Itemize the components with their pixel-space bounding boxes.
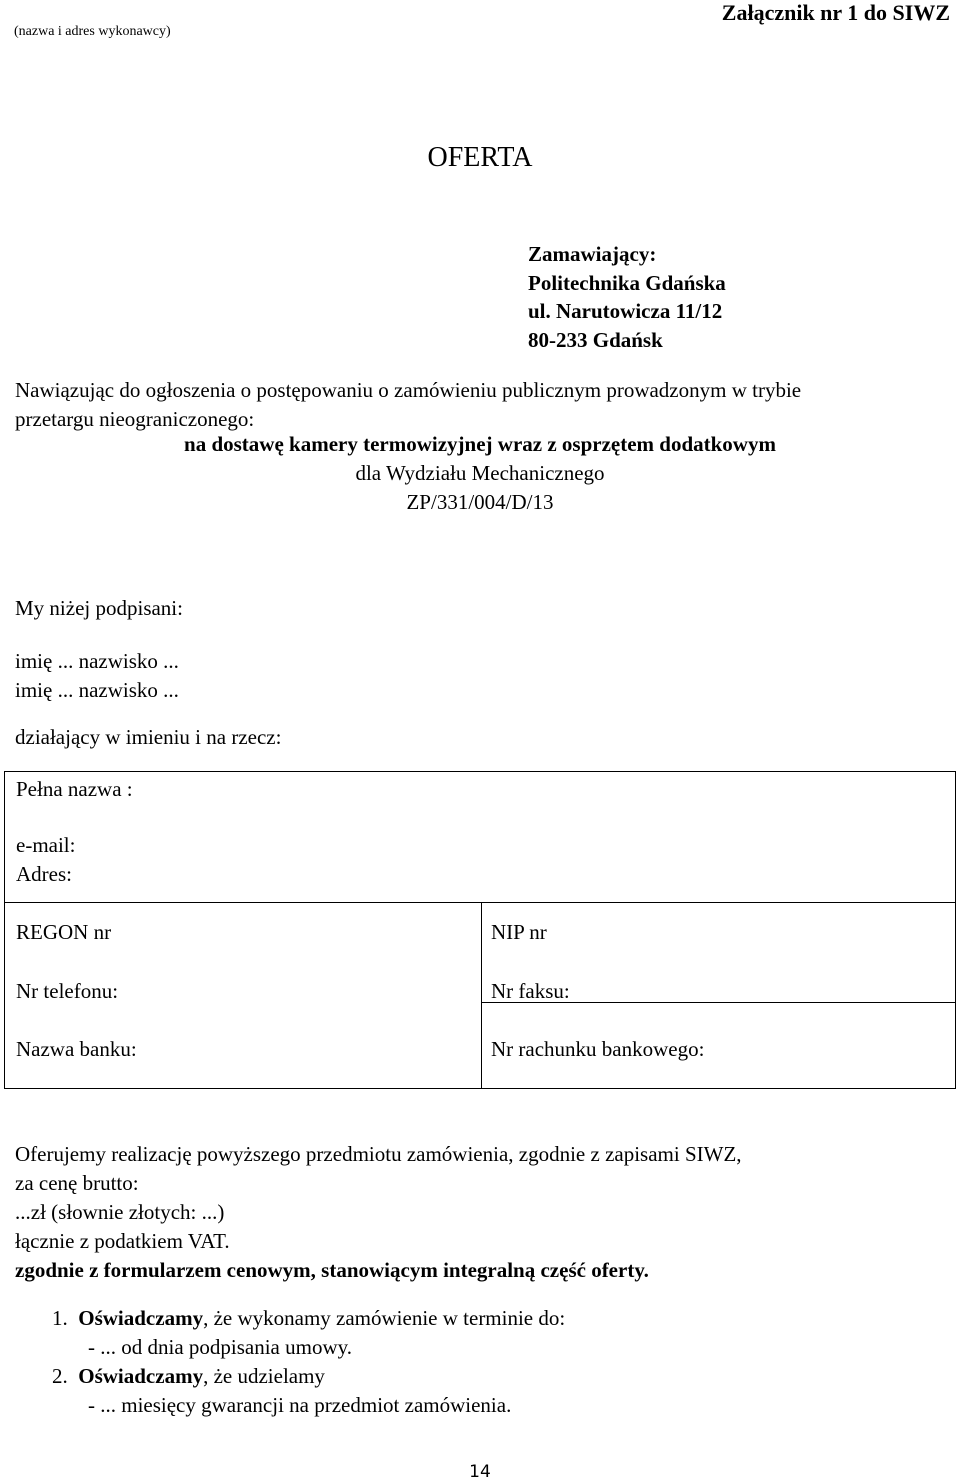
contractor-details-table bbox=[4, 771, 956, 1089]
regon-field[interactable]: REGON nr bbox=[16, 920, 112, 944]
page-number: 14 bbox=[469, 1462, 491, 1482]
offer-line: za cenę brutto: bbox=[15, 1171, 139, 1195]
ordering-party-street: ul. Narutowicza 11/12 bbox=[528, 299, 723, 323]
contractor-name-address-label: (nazwa i adres wykonawcy) bbox=[14, 24, 171, 39]
ordering-party-label: Zamawiający: bbox=[528, 242, 657, 266]
declaration-text: , że udzielamy bbox=[203, 1364, 325, 1388]
document-title: OFERTA bbox=[427, 142, 533, 173]
phone-field[interactable]: Nr telefonu: bbox=[16, 979, 119, 1003]
procurement-subject bbox=[0, 430, 960, 517]
offer-paragraph bbox=[15, 1140, 742, 1285]
ordering-party-city: 80-233 Gdańsk bbox=[528, 327, 663, 352]
declaration-keyword: Oświadczamy bbox=[78, 1364, 204, 1388]
declaration-item bbox=[52, 1362, 325, 1391]
declaration-text: , że wykonamy zamówienie w terminie do: bbox=[203, 1306, 566, 1330]
signatory-names bbox=[15, 647, 179, 705]
intro-line: przetargu nieograniczonego: bbox=[15, 407, 255, 431]
intro-line: Nawiązując do ogłoszenia o postępowaniu o zamówieniu publicznym prowadzonym w trybie bbox=[15, 378, 802, 402]
acting-on-behalf-label: działający w imieniu i na rzecz: bbox=[15, 725, 282, 749]
table-column-divider bbox=[481, 903, 482, 1088]
intro-paragraph bbox=[15, 376, 801, 434]
email-field[interactable]: e-mail: bbox=[16, 833, 76, 857]
offer-line-bold: zgodnie z formularzem cenowym, stanowiącym integralną część oferty. bbox=[15, 1258, 649, 1282]
offer-line: Oferujemy realizację powyższego przedmiotu zamówienia, zgodnie z zapisami SIWZ, bbox=[15, 1142, 742, 1166]
bank-name-field[interactable]: Nazwa banku: bbox=[16, 1037, 137, 1061]
signatories-label: My niżej podpisani: bbox=[15, 596, 183, 620]
address-field[interactable]: Adres: bbox=[16, 862, 72, 886]
fax-field[interactable]: Nr faksu: bbox=[491, 979, 570, 1003]
offer-line: łącznie z podatkiem VAT. bbox=[15, 1229, 230, 1253]
declaration-number: 1. bbox=[52, 1306, 68, 1330]
subject-reference: ZP/331/004/D/13 bbox=[406, 490, 554, 514]
subject-line: na dostawę kamery termowizyjnej wraz z osprzętem dodatkowym bbox=[184, 432, 776, 456]
declaration-keyword: Oświadczamy bbox=[78, 1306, 204, 1330]
ordering-party-block bbox=[528, 240, 726, 354]
nip-field[interactable]: NIP nr bbox=[491, 920, 547, 944]
signatory-line: imię ... nazwisko ... bbox=[15, 678, 179, 702]
attachment-label: Załącznik nr 1 do SIWZ bbox=[721, 0, 950, 25]
table-divider bbox=[5, 902, 955, 903]
full-name-field[interactable]: Pełna nazwa : bbox=[16, 777, 133, 801]
signatory-line: imię ... nazwisko ... bbox=[15, 649, 179, 673]
bank-account-field[interactable]: Nr rachunku bankowego: bbox=[491, 1037, 705, 1061]
declaration-item bbox=[52, 1304, 565, 1333]
ordering-party-name: Politechnika Gdańska bbox=[528, 270, 726, 295]
delivery-deadline-line[interactable]: - ... od dnia podpisania umowy. bbox=[88, 1335, 353, 1359]
warranty-period-line[interactable]: - ... miesięcy gwarancji na przedmiot zamówienia. bbox=[88, 1393, 512, 1417]
gross-price-line[interactable]: ...zł (słownie złotych: ...) bbox=[15, 1200, 225, 1224]
declaration-number: 2. bbox=[52, 1364, 68, 1388]
subject-department: dla Wydziału Mechanicznego bbox=[355, 461, 605, 485]
